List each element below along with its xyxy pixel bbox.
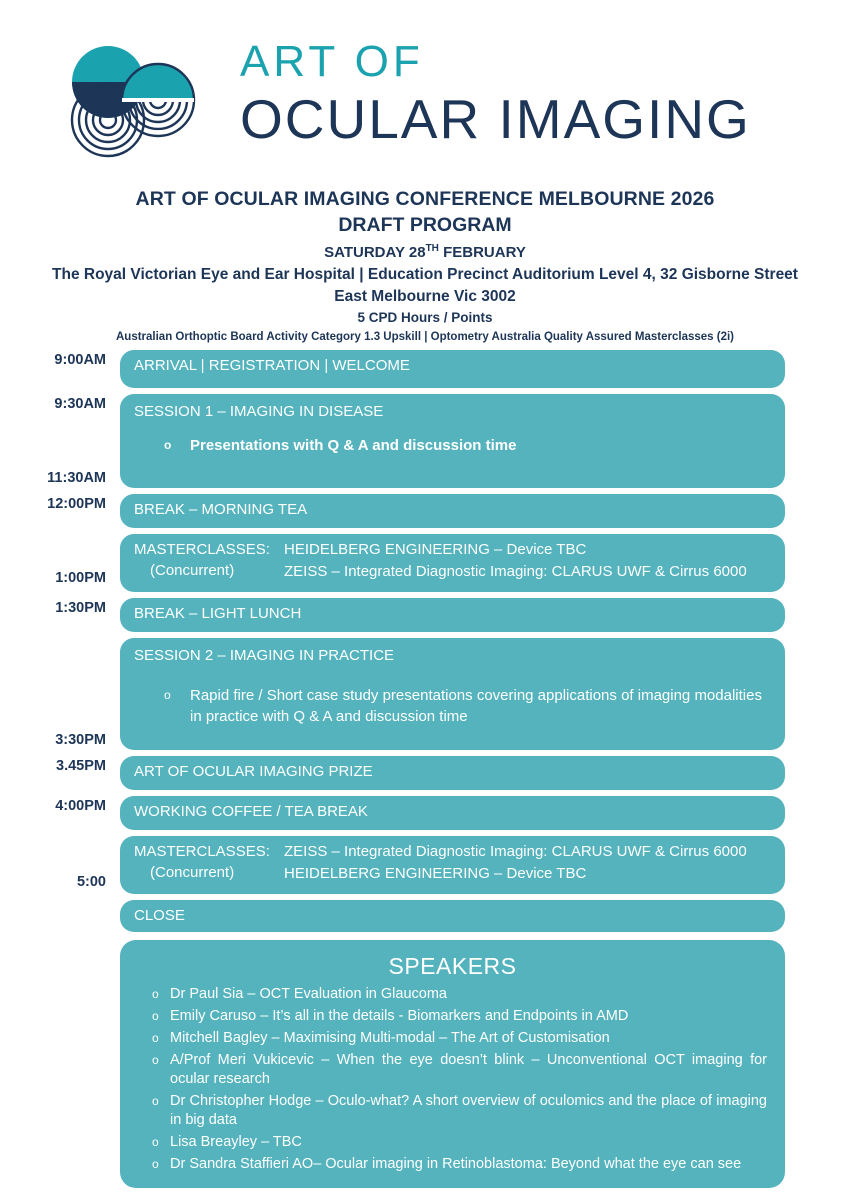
logo-line-2: OCULAR IMAGING [240,88,751,150]
cpd-hours: 5 CPD Hours / Points [357,310,493,325]
time-start: 5:00 [76,874,106,890]
schedule-row [0,638,850,750]
session-bullet [164,435,771,456]
session-title: SESSION 2 – IMAGING IN PRACTICE [134,647,395,664]
speakers-title: SPEAKERS [388,953,517,979]
event-date-month: FEBRUARY [438,244,526,261]
speaker-text: A/Prof Meri Vukicevic – When the eye doesn’t blink – Unconventional OCT imaging for ocular research [170,1052,767,1087]
time-start: 9:30AM [54,396,106,412]
speaker-text: Emily Caruso – It’s all in the details - Biomarkers and Endpoints in AMD [170,1008,629,1024]
time-column [0,836,112,894]
list-item [138,1133,767,1152]
logo-wordmark [240,36,840,150]
session-title: CLOSE [134,907,185,924]
list-item [138,1155,767,1174]
schedule-row [0,534,850,592]
time-column [0,598,112,632]
session-block[interactable] [120,756,785,790]
list-item [138,1029,767,1048]
list-item [138,1007,767,1026]
bullet-marker: o [152,1135,159,1149]
masterclass-item: HEIDELBERG ENGINEERING – Device TBC [284,865,587,882]
time-start: 12:00PM [47,496,106,512]
session-block[interactable] [120,394,785,488]
time-column [0,756,112,790]
masterclass-layout [134,841,771,885]
event-date-main: SATURDAY 28 [324,244,426,261]
masterclass-layout [134,539,771,583]
schedule-row [0,350,850,388]
schedule-row [0,494,850,528]
schedule-row [0,796,850,830]
session-block[interactable] [120,900,785,932]
venue-line-1: The Royal Victorian Eye and Ear Hospital | Education Precinct Auditorium Level 4, 32 Gisborne Street [52,266,798,283]
masterclass-label [134,539,284,583]
accreditation-note: Australian Orthoptic Board Activity Category 1.3 Upskill | Optometry Australia Quality Assured Masterclasses (2i) [115,331,734,343]
session-title: BREAK – MORNING TEA [134,501,308,518]
schedule-row [0,394,850,488]
bullet-text: Presentations with Q & A and discussion time [190,437,517,454]
masterclass-items [284,539,771,583]
event-date-suffix: TH [425,243,439,254]
list-item [138,1051,767,1089]
session-block[interactable] [120,638,785,750]
logo-block [55,34,795,164]
page-subtitle: DRAFT PROGRAM [338,214,512,236]
header [0,186,850,346]
masterclass-label-sub: (Concurrent) [150,562,235,579]
schedule-row [0,598,850,632]
bullet-marker: o [152,1053,159,1067]
session-title: ART OF OCULAR IMAGING PRIZE [134,763,373,780]
time-end: 11:30AM [47,470,106,486]
session-block[interactable] [120,350,785,388]
time-end: 3:30PM [55,732,106,748]
session-bullet [164,685,771,727]
speaker-text: Lisa Breayley – TBC [170,1134,302,1150]
masterclass-label-sub: (Concurrent) [150,864,235,881]
session-block[interactable] [120,796,785,830]
session-title: ARRIVAL | REGISTRATION | WELCOME [134,357,410,374]
bullet-marker: o [152,1094,159,1108]
time-start: 1:30PM [55,600,106,616]
time-start: 1:00PM [55,570,106,586]
masterclass-items [284,841,771,885]
masterclass-label-main: MASTERCLASSES: [134,541,270,558]
time-column [0,494,112,528]
masterclass-block[interactable] [120,836,785,894]
session-block[interactable] [120,494,785,528]
bullet-text: Rapid fire / Short case study presentations covering applications of imaging modalities in practice with Q & A and discussion time [190,687,762,725]
speakers-panel [120,940,785,1188]
schedule-row [0,900,850,932]
page-title: ART OF OCULAR IMAGING CONFERENCE MELBOURNE 2026 [135,188,715,210]
venue-line-2: East Melbourne Vic 3002 [334,288,516,305]
speaker-text: Mitchell Bagley – Maximising Multi-modal – The Art of Customisation [170,1030,610,1046]
session-title: WORKING COFFEE / TEA BREAK [134,803,368,820]
time-column [0,534,112,592]
session-title: SESSION 1 – IMAGING IN DISEASE [134,403,384,420]
list-item [138,985,767,1004]
speaker-text: Dr Sandra Staffieri AO– Ocular imaging in Retinoblastoma: Beyond what the eye can see [170,1156,742,1172]
list-item [138,1092,767,1130]
masterclass-item: HEIDELBERG ENGINEERING – Device TBC [284,541,587,558]
logo-line-1: ART OF [240,37,424,86]
session-title: BREAK – LIGHT LUNCH [134,605,302,622]
time-start: 9:00AM [54,352,106,368]
time-start: 3.45PM [56,758,106,774]
bullet-marker: o [152,987,159,1001]
time-column [0,900,112,932]
bullet-marker: o [152,1157,159,1171]
bullet-marker: o [152,1031,159,1045]
art-of-ocular-imaging-logo-icon [60,42,200,160]
masterclass-label [134,841,284,885]
masterclass-label-main: MASTERCLASSES: [134,843,270,860]
masterclass-item: ZEISS – Integrated Diagnostic Imaging: CLARUS UWF & Cirrus 6000 [284,563,747,580]
schedule-list [0,350,850,938]
time-column [0,394,112,488]
masterclass-block[interactable] [120,534,785,592]
time-column [0,350,112,388]
bullet-marker: o [164,438,172,452]
time-column [0,638,112,750]
schedule-row [0,756,850,790]
bullet-marker: o [164,688,171,702]
event-date [0,238,850,264]
session-block[interactable] [120,598,785,632]
schedule-row [0,836,850,894]
masterclass-item: ZEISS – Integrated Diagnostic Imaging: CLARUS UWF & Cirrus 6000 [284,843,747,860]
speaker-text: Dr Christopher Hodge – Oculo-what? A short overview of oculomics and the place of imaging in big data [170,1093,767,1128]
bullet-marker: o [152,1009,159,1023]
speaker-text: Dr Paul Sia – OCT Evaluation in Glaucoma [170,986,447,1002]
time-start: 4:00PM [55,798,106,814]
time-column [0,796,112,830]
